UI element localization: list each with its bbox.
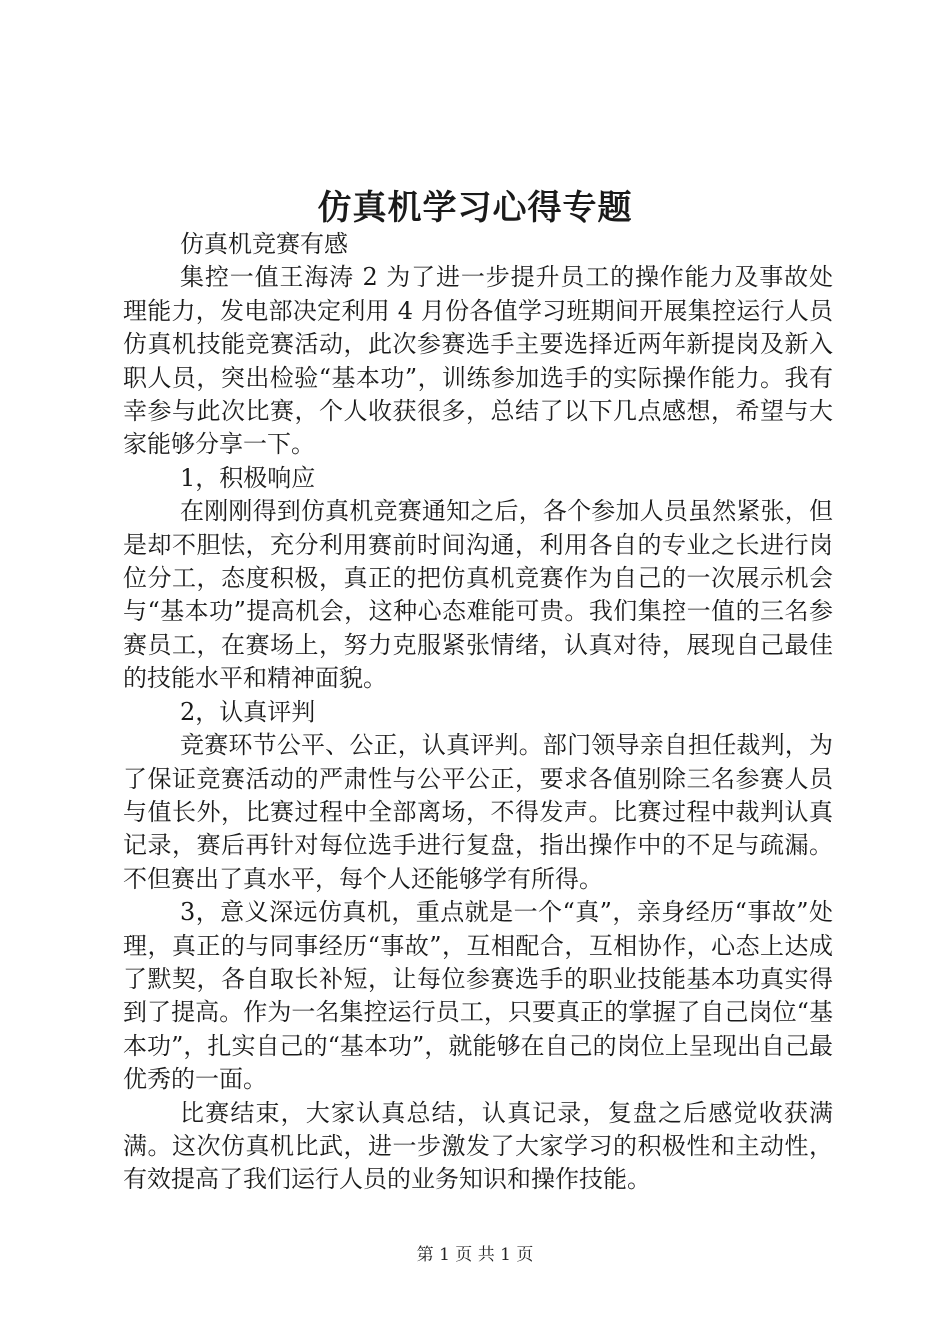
conclusion-paragraph: 比赛结束，大家认真总结，认真记录，复盘之后感觉收获满满。这次仿真机比武，进一步激发了大家学习的积极性和主动性，有效提高了我们运行人员的业务知识和操作技能。 [123,1098,833,1194]
document-title: 仿真机学习心得专题 [317,188,633,228]
section-paragraph-2: 竞赛环节公平、公正，认真评判。部门领导亲自担任裁判，为了保证竞赛活动的严肃性与公平公正，要求各值别除三名参赛人员与值长外，比赛过程中全部离场，不得发声。比赛过程中裁判认真记录，赛后再针对每位选手进行复盘，指出操作中的不足与疏漏。不但赛出了真水平，每个人还能够学有所得。 [123,731,833,893]
subtitle-paragraph: 仿真机竞赛有感 [180,230,348,258]
section-paragraph-1: 在刚刚得到仿真机竞赛通知之后，各个参加人员虽然紧张，但是却不胆怯，充分利用赛前时间沟通，利用各自的专业之长进行岗位分工，态度积极，真正的把仿真机竞赛作为自己的一次展示机会与“基本功”提高机会，这种心态难能可贵。我们集控一值的三名参赛员工，在赛场上，努力克服紧张情绪，认真对待，展现自己最佳的技能水平和精神面貌。 [123,497,833,693]
section-heading-1: 1，积极响应 [180,463,316,492]
section-heading-2: 2，认真评判 [180,697,316,726]
intro-paragraph: 集控一值王海涛 2 为了进一步提升员工的操作能力及事故处理能力，发电部决定利用 4 月份各值学习班期间开展集控运行人员仿真机技能竞赛活动，此次参赛选手主要选择近两年新提岗及新入职人员，突出检验“基本功”，训练参加选手的实际操作能力。我有幸参与此次比赛，个人收获很多，总结了以下几点感想，希望与大家能够分享一下。 [123,263,833,459]
document-body [123,228,833,1197]
section-paragraph-3: 3，意义深远仿真机，重点就是一个“真”，亲身经历“事故”处理，真正的与同事经历“事故”，互相配合，互相协作，心态上达成了默契，各自取长补短，让每位参赛选手的职业技能基本功真实得到了提高。作为一名集控运行员工，只要真正的掌握了自己岗位“基本功”，扎实自己的“基本功”，就能够在自己的岗位上呈现出自己最优秀的一面。 [123,898,833,1094]
page-footer: 第 1 页 共 1 页 [416,1245,534,1265]
